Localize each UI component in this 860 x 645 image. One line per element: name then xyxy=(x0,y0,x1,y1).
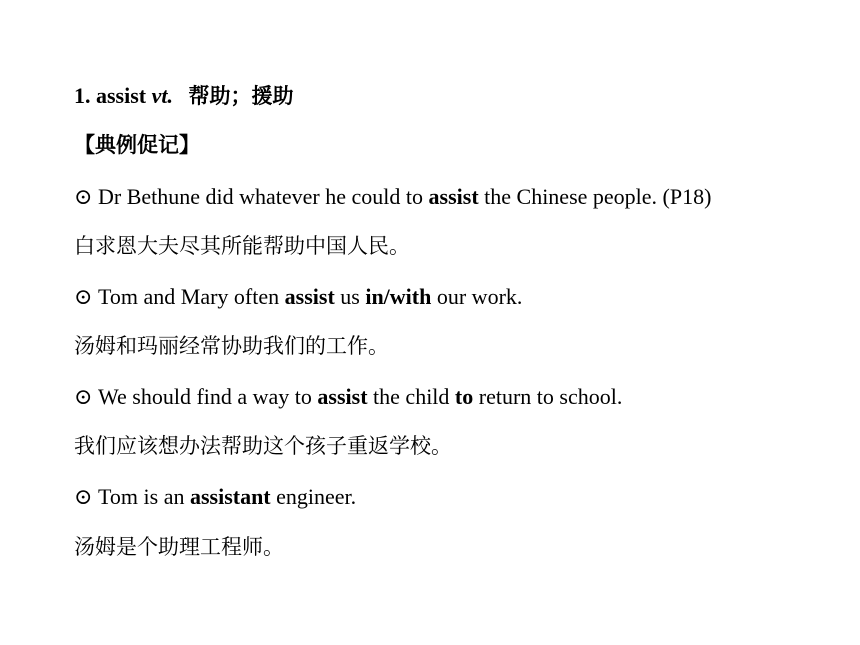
example-text: our work. xyxy=(431,284,523,309)
part-of-speech: vt. xyxy=(151,83,174,108)
vocab-heading xyxy=(74,82,294,110)
circle-dot-icon: ⊙ xyxy=(74,384,93,409)
example-text: return to school. xyxy=(473,384,623,409)
section-label: 【典例促记】 xyxy=(74,133,200,157)
keyword: to xyxy=(454,384,474,409)
circle-dot-icon: ⊙ xyxy=(74,184,93,209)
item-number: 1. xyxy=(74,83,91,108)
example-text: Dr Bethune did whatever he could to xyxy=(98,184,429,209)
keyword: assist xyxy=(284,284,335,309)
example-text: We should find a way to xyxy=(98,384,318,409)
example-translation-3: 我们应该想办法帮助这个孩子重返学校。 xyxy=(74,434,452,458)
example-text: the child xyxy=(367,384,455,409)
circle-dot-icon: ⊙ xyxy=(74,284,93,309)
keyword: assist xyxy=(317,384,368,409)
example-translation-4: 汤姆是个助理工程师。 xyxy=(74,535,284,559)
example-text: engineer. xyxy=(270,484,357,509)
example-sentence-2 xyxy=(74,283,522,311)
example-translation-1: 白求恩大夫尽其所能帮助中国人民。 xyxy=(74,234,410,258)
circle-dot-icon: ⊙ xyxy=(74,484,93,509)
keyword: assist xyxy=(428,184,479,209)
keyword: in/with xyxy=(365,284,432,309)
example-sentence-4 xyxy=(74,483,356,511)
example-text: Tom and Mary often xyxy=(98,284,285,309)
example-text: us xyxy=(334,284,366,309)
example-sentence-1 xyxy=(74,183,711,211)
example-text: Tom is an xyxy=(98,484,190,509)
headword-meaning: 帮助；援助 xyxy=(188,84,294,108)
keyword: assistant xyxy=(189,484,271,509)
headword: assist xyxy=(96,83,147,108)
example-translation-2: 汤姆和玛丽经常协助我们的工作。 xyxy=(74,334,389,358)
example-text: the Chinese people. (P18) xyxy=(478,184,712,209)
example-sentence-3 xyxy=(74,383,622,411)
